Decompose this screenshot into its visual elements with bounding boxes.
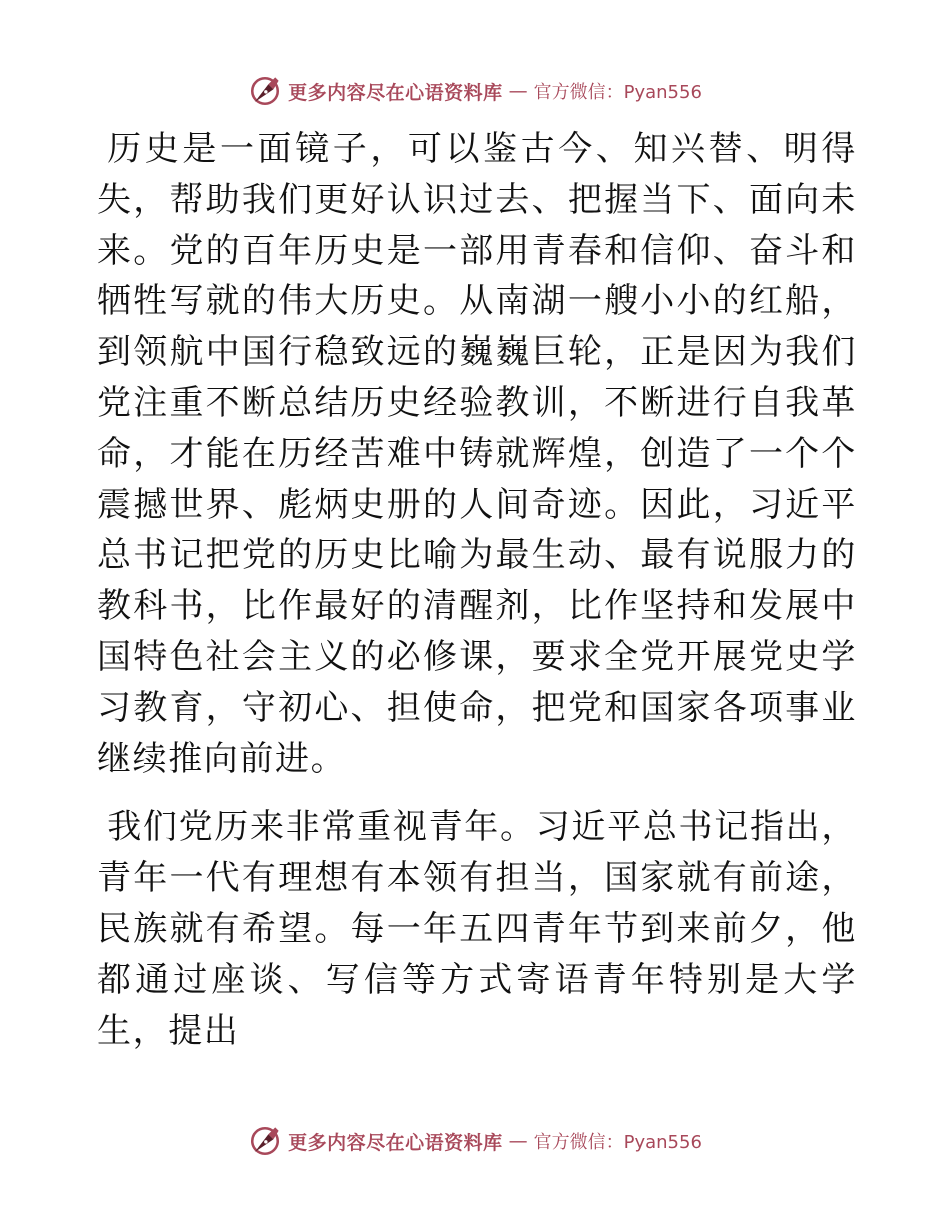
watermark-dash: — bbox=[508, 80, 528, 102]
watermark-main-text: 更多内容尽在心语资料库 bbox=[288, 1131, 503, 1154]
watermark-contact-text: 官方微信：Pyan556 bbox=[533, 1132, 702, 1153]
pen-nib-logo-icon bbox=[248, 74, 282, 108]
header-watermark bbox=[0, 71, 950, 111]
watermark-contact-text: 官方微信：Pyan556 bbox=[533, 82, 702, 103]
watermark-dash: — bbox=[508, 1130, 528, 1152]
watermark-main-text: 更多内容尽在心语资料库 bbox=[288, 81, 503, 104]
pen-nib-logo-icon bbox=[248, 1124, 282, 1158]
footer-watermark bbox=[0, 1121, 950, 1161]
document-body bbox=[97, 124, 857, 1056]
paragraph-history: 历史是一面镜子，可以鉴古今、知兴替、明得失，帮助我们更好认识过去、把握当下、面向未来。党的百年历史是一部用青春和信仰、奋斗和牺牲写就的伟大历史。从南湖一艘小小的红船，到领航中国行稳致远的巍巍巨轮，正是因为我们党注重不断总结历史经验教训，不断进行自我革命，才能在历经苦难中铸就辉煌，创造了一个个震撼世界、彪炳史册的人间奇迹。因此，习近平总书记把党的历史比喻为最生动、最有说服力的教科书，比作最好的清醒剂，比作坚持和发展中国特色社会主义的必修课，要求全党开展党史学习教育，守初心、担使命，把党和国家各项事业继续推向前进。 bbox=[97, 129, 857, 779]
paragraph-youth: 我们党历来非常重视青年。习近平总书记指出，青年一代有理想有本领有担当，国家就有前途，民族就有希望。每一年五四青年节到来前夕，他都通过座谈、写信等方式寄语青年特别是大学生，提出 bbox=[97, 807, 857, 1051]
